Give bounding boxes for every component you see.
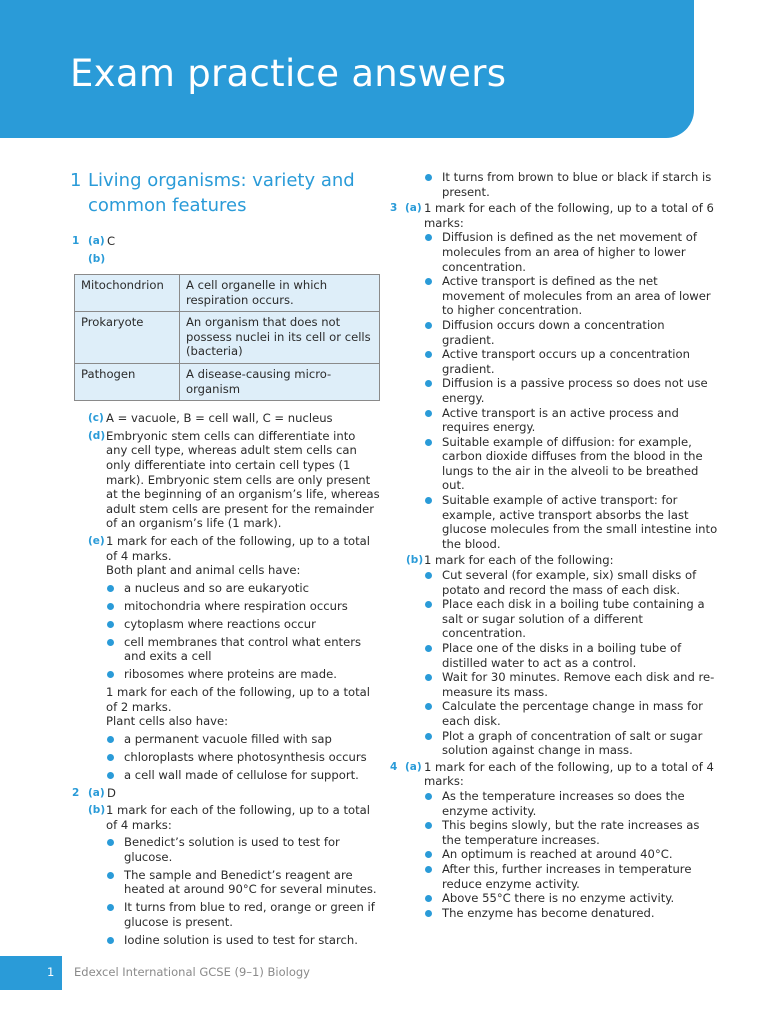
list-item: chloroplasts where photosynthesis occurs [106, 750, 380, 765]
part-label: (a) [405, 760, 422, 773]
list-item: Above 55°C there is no enzyme activity. [424, 891, 718, 906]
bullet-list [106, 835, 380, 947]
part-label: (b) [88, 803, 106, 816]
list-item: It turns from blue to red, orange or green if glucose is present. [106, 900, 380, 929]
answer-text: D [107, 785, 116, 800]
list-item: After this, further increases in temperature reduce enzyme activity. [424, 862, 718, 891]
question-2 [70, 786, 380, 948]
question-number: 1 [72, 235, 80, 247]
list-item: Place each disk in a boiling tube containing a salt or sugar solution of a different concentration. [424, 597, 718, 641]
bullet-list [106, 732, 380, 783]
section-title-line2: common features [88, 195, 247, 216]
list-item: Plot a graph of concentration of salt or sugar solution against change in mass. [424, 729, 718, 758]
footer-book-title: Edexcel International GCSE (9–1) Biology [74, 965, 310, 979]
answer-text: 1 mark for each of the following, up to a total of 6 marks: [424, 201, 714, 230]
part-label: (a) [88, 786, 105, 799]
page-header-banner [0, 0, 694, 138]
list-item: a cell wall made of cellulose for support. [106, 768, 380, 783]
list-item: cell membranes that control what enters and exits a cell [106, 635, 380, 664]
list-item: As the temperature increases so does the enzyme activity. [424, 789, 718, 818]
list-item: Diffusion is a passive process so does not use energy. [424, 376, 718, 405]
list-item: Diffusion occurs down a concentration gradient. [424, 318, 718, 347]
answer-text: 1 mark for each of the following, up to a total of 4 marks. [106, 533, 370, 563]
answer-text: 1 mark for each of the following: [424, 553, 614, 568]
list-item: Active transport occurs up a concentration gradient. [424, 347, 718, 376]
table-cell-term: Mitochondrion [75, 275, 180, 312]
answer-subheading: Both plant and animal cells have: [106, 563, 301, 578]
list-item: a nucleus and so are eukaryotic [106, 581, 380, 596]
part-label: (c) [88, 412, 104, 425]
table-row [75, 275, 380, 312]
page-number: 1 [47, 965, 55, 979]
bullet-list [424, 170, 718, 199]
part-label: (a) [88, 235, 105, 247]
list-item: It turns from brown to blue or black if starch is present. [424, 170, 718, 199]
list-item: Active transport is an active process and requires energy. [424, 406, 718, 435]
list-item: cytoplasm where reactions occur [106, 617, 380, 632]
list-item: Benedict’s solution is used to test for glucose. [106, 835, 380, 864]
part-label: (b) [406, 554, 424, 567]
right-column [388, 170, 718, 920]
part-label: (a) [405, 202, 422, 215]
table-cell-definition: A disease-causing micro-organism [180, 363, 380, 400]
question-number: 3 [390, 202, 398, 215]
definitions-table [74, 274, 380, 401]
answer-text: A = vacuole, B = cell wall, C = nucleus [106, 411, 333, 426]
bullet-list [424, 789, 718, 920]
section-title-line1: Living organisms: variety and [88, 170, 355, 191]
list-item: Wait for 30 minutes. Remove each disk and re-measure its mass. [424, 670, 718, 699]
list-item: mitochondria where respiration occurs [106, 599, 380, 614]
list-item: ribosomes where proteins are made. [106, 667, 380, 682]
list-item: This begins slowly, but the rate increases as the temperature increases. [424, 818, 718, 847]
bullet-list [106, 581, 380, 682]
page-title: Exam practice answers [70, 52, 507, 95]
list-item: Iodine solution is used to test for starch. [106, 933, 380, 948]
section-heading [70, 168, 380, 218]
table-cell-term: Prokaryote [75, 312, 180, 364]
part-label: (e) [88, 534, 105, 547]
list-item: Cut several (for example, six) small disks of potato and record the mass of each disk. [424, 568, 718, 597]
question-number: 4 [390, 760, 398, 773]
list-item: Place one of the disks in a boiling tube of distilled water to act as a control. [424, 641, 718, 670]
section-number: 1 [70, 170, 82, 191]
question-4 [388, 760, 718, 921]
question-1 [70, 230, 380, 783]
answer-text: 1 mark for each of the following, up to a total of 4 marks: [106, 802, 370, 832]
part-label: (d) [88, 429, 106, 442]
table-cell-term: Pathogen [75, 363, 180, 400]
answer-text: 1 mark for each of the following, up to a total of 2 marks. [106, 685, 370, 714]
question-number: 2 [72, 786, 80, 799]
list-item: An optimum is reached at around 40°C. [424, 847, 718, 862]
answer-text: Embryonic stem cells can differentiate into any cell type, whereas adult stem cells can only differentiate into certain cell types (1 mark). Embryonic stem cells are only present at the beginning of an organism’s life, whereas adult stem cells are present for the remainder of an organism’s life (1 mark). [106, 428, 380, 531]
list-item: Calculate the percentage change in mass for each disk. [424, 699, 718, 728]
list-item: a permanent vacuole filled with sap [106, 732, 380, 747]
question-3 [388, 201, 718, 758]
list-item: Diffusion is defined as the net movement of molecules from an area of higher to lower concentration. [424, 230, 718, 274]
bullet-list [424, 568, 718, 758]
table-row [75, 363, 380, 400]
list-item: Suitable example of active transport: for example, active transport absorbs the last glucose molecules from the small intestine into the blood. [424, 493, 718, 551]
bullet-list [424, 230, 718, 551]
left-column [70, 168, 380, 951]
list-item: Suitable example of diffusion: for example, carbon dioxide diffuses from the blood in the lungs to the air in the alveoli to be breathed out. [424, 435, 718, 493]
table-row [75, 312, 380, 364]
answer-text: C [107, 234, 116, 248]
table-cell-definition: An organism that does not possess nuclei in its cell or cells (bacteria) [180, 312, 380, 364]
list-item: Active transport is defined as the net movement of molecules from an area of lower to higher concentration. [424, 274, 718, 318]
answer-text: 1 mark for each of the following, up to a total of 4 marks: [424, 759, 714, 789]
part-label: (b) [88, 253, 106, 265]
list-item: The enzyme has become denatured. [424, 906, 718, 921]
answer-subheading: Plant cells also have: [106, 714, 229, 729]
list-item: The sample and Benedict’s reagent are heated at around 90°C for several minutes. [106, 868, 380, 897]
table-cell-definition: A cell organelle in which respiration occurs. [180, 275, 380, 312]
